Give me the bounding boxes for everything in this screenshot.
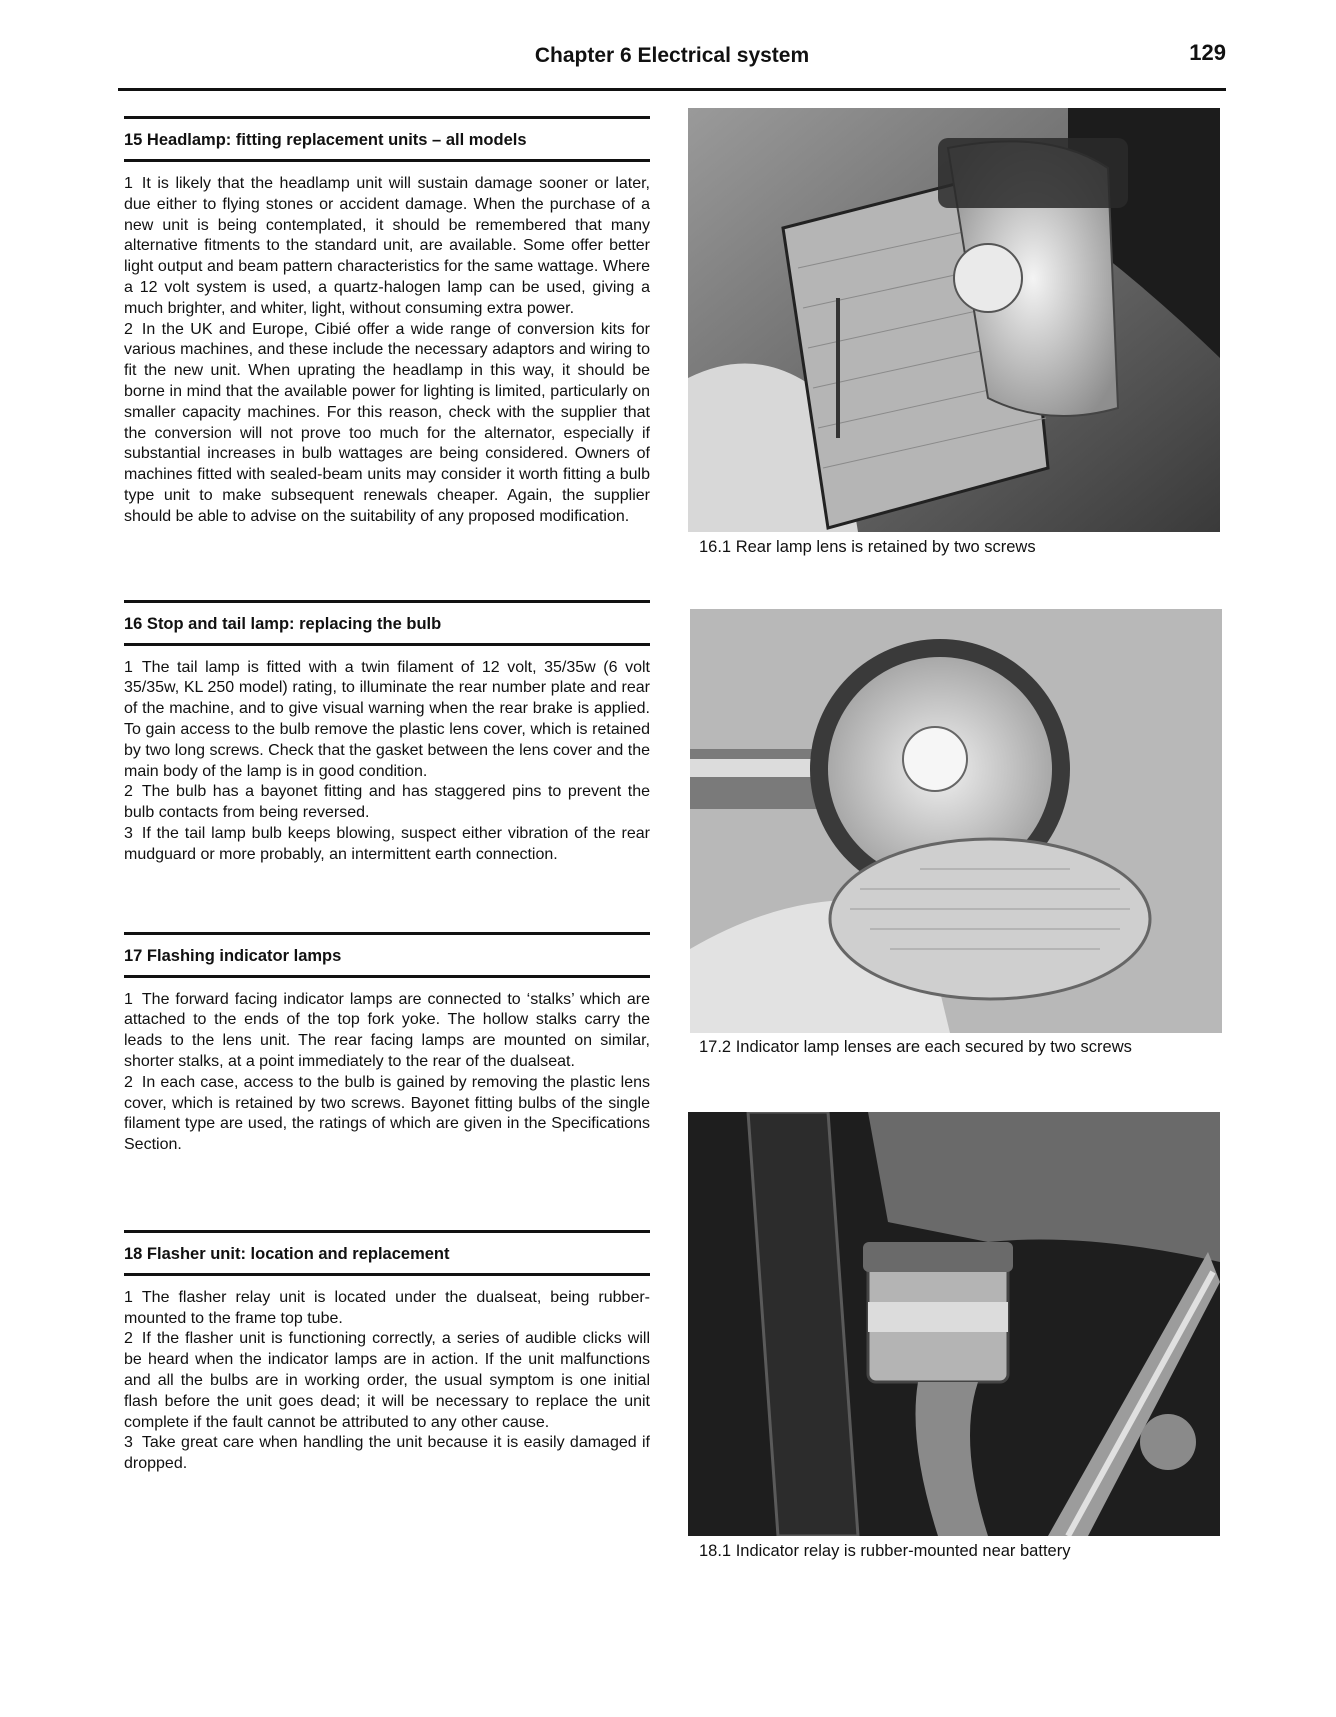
- paragraph: [124, 1433, 650, 1475]
- section-body: [124, 174, 650, 528]
- paragraph: [124, 1329, 650, 1433]
- paragraph: [124, 320, 650, 528]
- paragraph-number: 2: [124, 783, 133, 801]
- paragraph-text: It is likely that the headlamp unit will sustain damage sooner or later, due either to flying stones or accident damage. When the purchase of a new unit is being contemplated, it should be remembered that many alternative fitments to the standard unit, are available. Some offer better light output and beam pattern characteristics for the same wattage. Where a 12 volt system is used, a quartz-halogen lamp can be used, giving a much brighter, and whiter, light, without consuming extra power.: [124, 175, 650, 317]
- section-heading: 18 Flasher unit: location and replacement: [124, 1230, 650, 1276]
- paragraph: [124, 782, 650, 824]
- text-column: [124, 116, 650, 1475]
- page-header: [118, 38, 1226, 91]
- section-15: [124, 116, 650, 528]
- section-body: [124, 658, 650, 866]
- section-heading: 16 Stop and tail lamp: replacing the bulb: [124, 600, 650, 646]
- rear-lamp-illustration: [688, 108, 1220, 532]
- paragraph: [124, 1073, 650, 1156]
- page-number: 129: [1189, 40, 1226, 65]
- paragraph-text: Take great care when handling the unit because it is easily damaged if dropped.: [124, 1434, 650, 1473]
- paragraph-number: 3: [124, 1434, 133, 1452]
- paragraph-text: If the tail lamp bulb keeps blowing, suspect either vibration of the rear mudguard or more probably, an intermittent earth connection.: [124, 824, 650, 863]
- section-heading: 17 Flashing indicator lamps: [124, 932, 650, 978]
- flasher-relay-illustration: [688, 1112, 1220, 1536]
- section-body: [124, 990, 650, 1156]
- section-17: [124, 932, 650, 1156]
- indicator-lamp-illustration: [690, 609, 1222, 1033]
- paragraph-text: In the UK and Europe, Cibié offer a wide range of conversion kits for various machines, and these include the necessary adaptors and wiring to fit the new unit. When uprating the headlamp in this way, it should be borne in mind that the available power for lighting is limited, particularly on smaller capacity machines. For this reason, check with the supplier that the conversion will not prove too much for the alternator, especially if substantial increases in bulb wattages are being considered. Owners of machines fitted with sealed-beam units may consider it worth fitting a bulb type unit to make subsequent renewals cheaper. Again, the supplier should be able to advise on the suitability of any proposed modification.: [124, 320, 650, 525]
- paragraph-text: The bulb has a bayonet fitting and has staggered pins to prevent the bulb contacts from being reversed.: [124, 783, 650, 822]
- section-body: [124, 1288, 650, 1475]
- photo-flasher-relay: [688, 1112, 1220, 1536]
- paragraph-number: 3: [124, 824, 133, 842]
- paragraph-number: 2: [124, 1330, 133, 1348]
- paragraph: [124, 1288, 650, 1330]
- paragraph: [124, 174, 650, 320]
- figure-caption: 18.1 Indicator relay is rubber-mounted near battery: [699, 1542, 1071, 1560]
- section-heading: 15 Headlamp: fitting replacement units – all models: [124, 116, 650, 162]
- paragraph-number: 1: [124, 990, 133, 1008]
- section-16: [124, 600, 650, 866]
- chapter-title: Chapter 6 Electrical system: [534, 44, 810, 67]
- paragraph-number: 1: [124, 1288, 133, 1306]
- paragraph-text: The tail lamp is fitted with a twin filament of 12 volt, 35/35w (6 volt 35/35w, KL 250 model) rating, to illuminate the rear number plate and rear of the machine, and to give visual warning when the rear brake is applied. To gain access to the bulb remove the plastic lens cover, which is retained by two long screws. Check that the gasket between the lens cover and the main body of the lamp is in good condition.: [124, 658, 650, 780]
- paragraph: [124, 658, 650, 783]
- figure-caption: 16.1 Rear lamp lens is retained by two screws: [699, 538, 1036, 556]
- paragraph-text: The flasher relay unit is located under the dualseat, being rubber-mounted to the frame top tube.: [124, 1288, 650, 1327]
- paragraph-number: 2: [124, 1073, 133, 1091]
- figure-caption: 17.2 Indicator lamp lenses are each secured by two screws: [699, 1038, 1132, 1056]
- paragraph-number: 2: [124, 320, 133, 338]
- paragraph-number: 1: [124, 658, 133, 676]
- paragraph-text: In each case, access to the bulb is gained by removing the plastic lens cover, which is retained by two screws. Bayonet fitting bulbs of the single filament type are used, the ratings of which are given in the Specifications Section.: [124, 1073, 650, 1154]
- paragraph: [124, 824, 650, 866]
- photo-rear-lamp: [688, 108, 1220, 532]
- paragraph-text: The forward facing indicator lamps are connected to ‘stalks’ which are attached to the ends of the top fork yoke. The hollow stalks carry the leads to the lens unit. The rear facing lamps are mounted on similar, shorter stalks, at a point immediately to the rear of the dualseat.: [124, 990, 650, 1070]
- photo-indicator-lamp: [690, 609, 1222, 1033]
- paragraph: [124, 990, 650, 1073]
- paragraph-number: 1: [124, 175, 133, 192]
- section-18: [124, 1230, 650, 1475]
- paragraph-text: If the flasher unit is functioning correctly, a series of audible clicks will be heard when the indicator lamps are in action. If the unit malfunctions and all the bulbs are in working order, the usual symptom is one initial flash before the unit goes dead; it will be necessary to replace the unit complete if the fault cannot be attributed to any other cause.: [124, 1330, 650, 1431]
